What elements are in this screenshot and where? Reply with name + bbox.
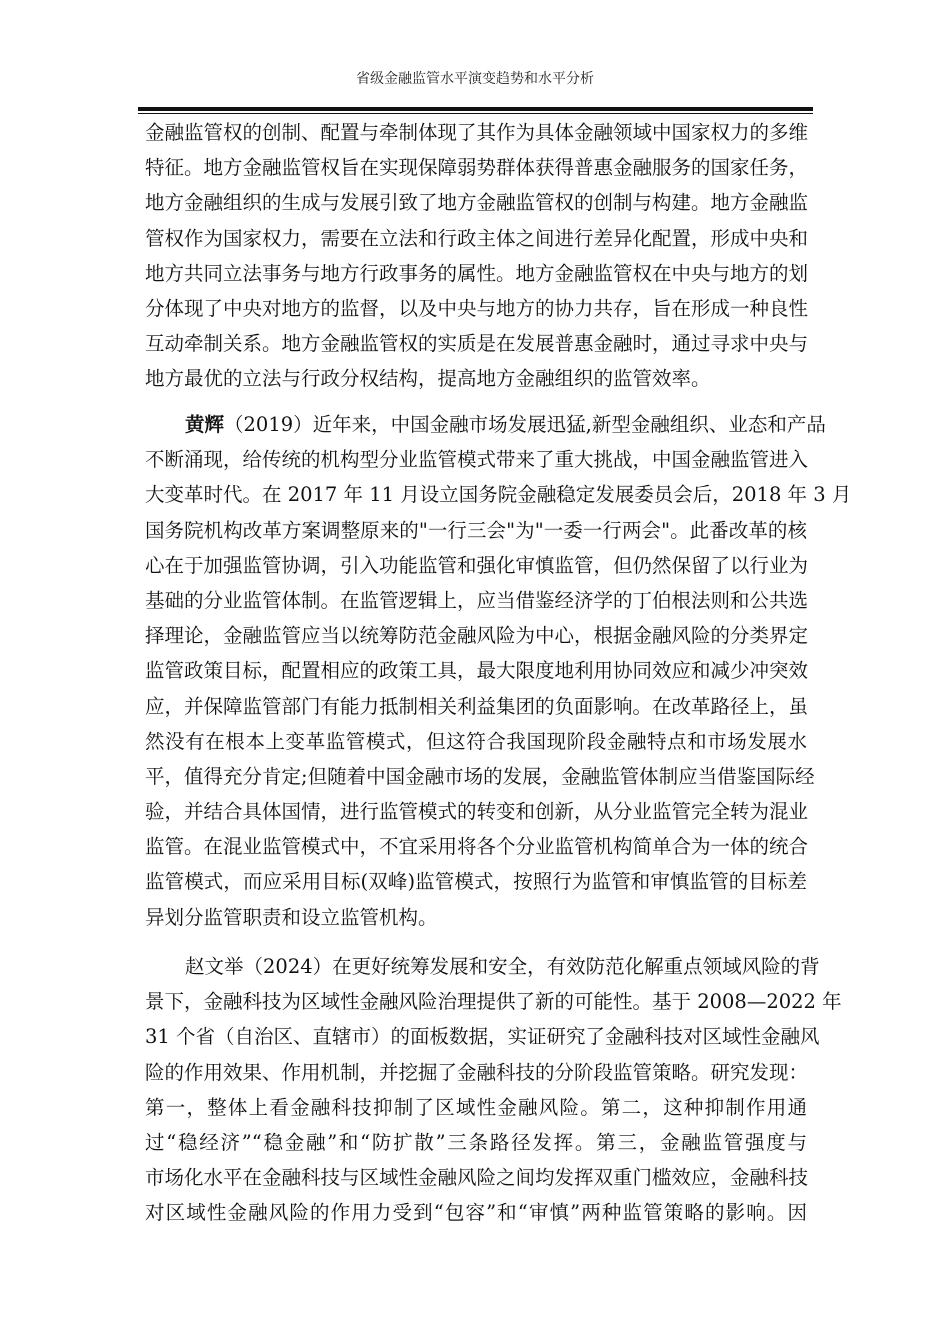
- text-line: 国务院机构改革方案调整原来的"一行三会"为"一委一行两会"。此番改革的核: [145, 518, 807, 542]
- paragraph-3: [145, 949, 842, 1231]
- running-header: 省级金融监管水平演变趋势和水平分析: [356, 71, 594, 87]
- text-line: 管权作为国家权力，需要在立法和行政主体之间进行差异化配置，形成中央和: [145, 226, 809, 250]
- text-span: （2019）近年来，中国金融市场发展迅猛,新型金融组织、业态和产品: [224, 413, 826, 436]
- text-line: 31 个省（自治区、直辖市）的面板数据，实证研究了金融科技对区域性金融风: [145, 1025, 820, 1049]
- text-line: 第一，整体上看金融科技抑制了区域性金融风险。第二，这种抑制作用通: [145, 1095, 807, 1119]
- text-line: 市场化水平在金融科技与区域性金融风险之间均发挥双重门槛效应，金融科技: [145, 1166, 809, 1190]
- text-line: 然没有在根本上变革监管模式，但这符合我国现阶段金融特点和市场发展水: [145, 729, 807, 753]
- header-rule-thick: [138, 107, 813, 111]
- text-line: 险的作用效果、作用机制，并挖掘了金融科技的分阶段监管策略。研究发现：: [145, 1060, 809, 1084]
- text-line: 对区域性金融风险的作用力受到“包容”和“审慎”两种监管策略的影响。因: [145, 1201, 807, 1225]
- text-line: 互动牵制关系。地方金融监管权的实质是在发展普惠金融时，通过寻求中央与: [145, 332, 809, 356]
- text-line: 特征。地方金融监管权旨在实现保障弱势群体获得普惠金融服务的国家任务，: [145, 156, 809, 180]
- text-line: 大变革时代。在 2017 年 11 月设立国务院金融稳定发展委员会后，2018 年 3 月: [145, 483, 852, 507]
- text-line: 监管。在混业监管模式中，不宜采用将各个分业监管机构简单合为一体的统合: [145, 835, 809, 859]
- text-line: 不断涌现，给传统的机构型分业监管模式带来了重大挑战，中国金融监管进入: [145, 448, 809, 472]
- text-line: 心在于加强监管协调，引入功能监管和强化审慎监管，但仍然保留了以行业为: [145, 553, 809, 577]
- text-line: 赵文举（2024）在更好统筹发展和安全，有效防范化解重点领域风险的背: [185, 955, 820, 978]
- paragraph-1: [145, 115, 807, 397]
- text-line: 异划分监管职责和设立监管机构。: [145, 905, 438, 929]
- text-line: 基础的分业监管体制。在监管逻辑上，应当借鉴经济学的丁伯根法则和公共选: [145, 588, 809, 612]
- header-rule-thin: [138, 113, 813, 114]
- author-name: 黄辉: [185, 413, 225, 436]
- paragraph-2: [145, 407, 852, 935]
- text-line: 地方共同立法事务与地方行政事务的属性。地方金融监管权在中央与地方的划: [145, 261, 809, 285]
- text-line: 择理论，金融监管应当以统筹防范金融风险为中心，根据金融风险的分类界定: [145, 624, 809, 648]
- text-line: 景下，金融科技为区域性金融风险治理提供了新的可能性。基于 2008—2022 年: [145, 990, 842, 1014]
- text-line: 过“稳经济”“稳金融”和“防扩散”三条路径发挥。第三，金融监管强度与: [145, 1130, 807, 1154]
- text-line: 地方最优的立法与行政分权结构，提高地方金融组织的监管效率。: [145, 367, 711, 391]
- text-line: 平，值得充分肯定;但随着中国金融市场的发展，金融监管体制应当借鉴国际经: [145, 764, 815, 788]
- text-line: [145, 407, 826, 442]
- text-line: 监管政策目标，配置相应的政策工具，最大限度地利用协同效应和减少冲突效: [145, 659, 809, 683]
- text-line: 验，并结合具体国情，进行监管模式的转变和创新，从分业监管完全转为混业: [145, 800, 809, 824]
- text-line: 监管模式，而应采用目标(双峰)监管模式，按照行为监管和审慎监管的目标差: [145, 870, 807, 894]
- text-line: 金融监管权的创制、配置与牵制体现了其作为具体金融领域中国家权力的多维: [145, 121, 809, 144]
- text-line: 分体现了中央对地方的监督，以及中央与地方的协力共存，旨在形成一种良性: [145, 296, 809, 320]
- text-line: 地方金融组织的生成与发展引致了地方金融监管权的创制与构建。地方金融监: [145, 191, 809, 215]
- text-line: 应，并保障监管部门有能力抵制相关利益集团的负面影响。在改革路径上，虽: [145, 694, 809, 718]
